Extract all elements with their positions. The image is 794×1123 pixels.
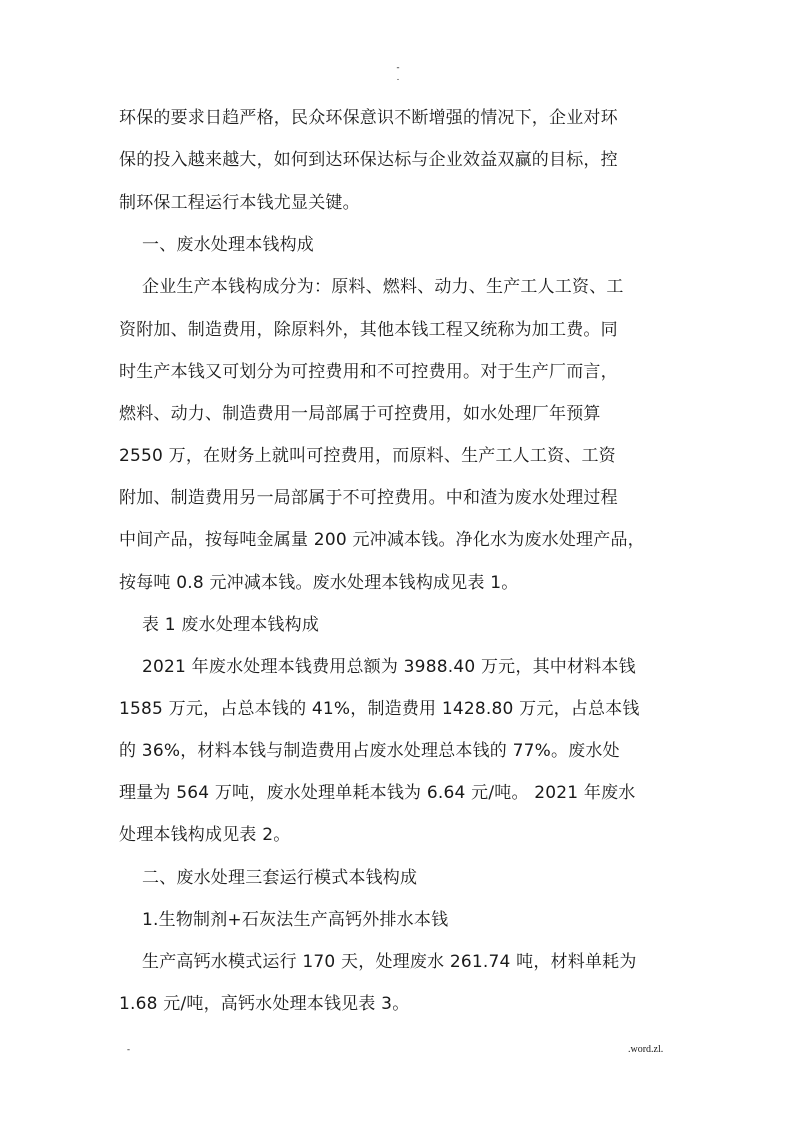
paragraph-line: 保的投入越来越大，如何到达环保达标与企业效益双赢的目标，控 [119, 150, 618, 170]
paragraph-line: 1585 万元，占总本钱的 41%，制造费用 1428.80 万元，占总本钱 [119, 699, 640, 719]
paragraph-line: 的 36%，材料本钱与制造费用占废水处理总本钱的 77%。废水处 [119, 741, 620, 761]
paragraph-line: 环保的要求日趋严格，民众环保意识不断增强的情况下，企业对环 [119, 108, 618, 128]
footer-right-mark: .word.zl. [628, 1044, 664, 1055]
section-heading: 一、废水处理本钱构成 [142, 235, 314, 255]
paragraph-line: 附加、制造费用另一局部属于不可控费用。中和渣为废水处理过程 [119, 488, 618, 508]
paragraph-line: 中间产品，按每吨金属量 200 元冲减本钱。净化水为废水处理产品， [119, 530, 645, 550]
table-caption: 表 1 废水处理本钱构成 [142, 615, 320, 635]
header-mark [392, 62, 404, 82]
footer-left-mark: - [127, 1044, 130, 1054]
paragraph-line: 企业生产本钱构成分为：原料、燃料、动力、生产工人工资、工 [142, 277, 624, 297]
paragraph-line: 资附加、制造费用，除原料外，其他本钱工程又统称为加工费。同 [119, 320, 618, 340]
paragraph-line: 燃料、动力、制造费用一局部属于可控费用，如水处理厂年预算 [119, 404, 601, 424]
paragraph-line: 制环保工程运行本钱尤显关键。 [119, 193, 360, 213]
paragraph-line: 生产高钙水模式运行 170 天，处理废水 261.74 吨，材料单耗为 [142, 952, 637, 972]
paragraph-line: 理量为 564 万吨，废水处理单耗本钱为 6.64 元/吨。 2021 年废水 [119, 783, 636, 803]
paragraph-line: 2550 万，在财务上就叫可控费用，而原料、生产工人工资、工资 [119, 446, 616, 466]
paragraph-line: 时生产本钱又可划分为可控费用和不可控费用。对于生产厂而言， [119, 362, 618, 382]
header-mark-top: - [396, 62, 400, 72]
paragraph-line: 2021 年废水处理本钱费用总额为 3988.40 万元，其中材料本钱 [142, 657, 636, 677]
paragraph-line: 1.68 元/吨，高钙水处理本钱见表 3。 [119, 994, 410, 1014]
subsection-heading: 1.生物制剂+石灰法生产高钙外排水本钱 [142, 910, 449, 930]
header-mark-bottom: . [396, 72, 400, 82]
section-heading: 二、废水处理三套运行模式本钱构成 [142, 868, 418, 888]
paragraph-line: 按每吨 0.8 元冲减本钱。废水处理本钱构成见表 1。 [119, 573, 519, 593]
paragraph-line: 处理本钱构成见表 2。 [119, 825, 291, 845]
